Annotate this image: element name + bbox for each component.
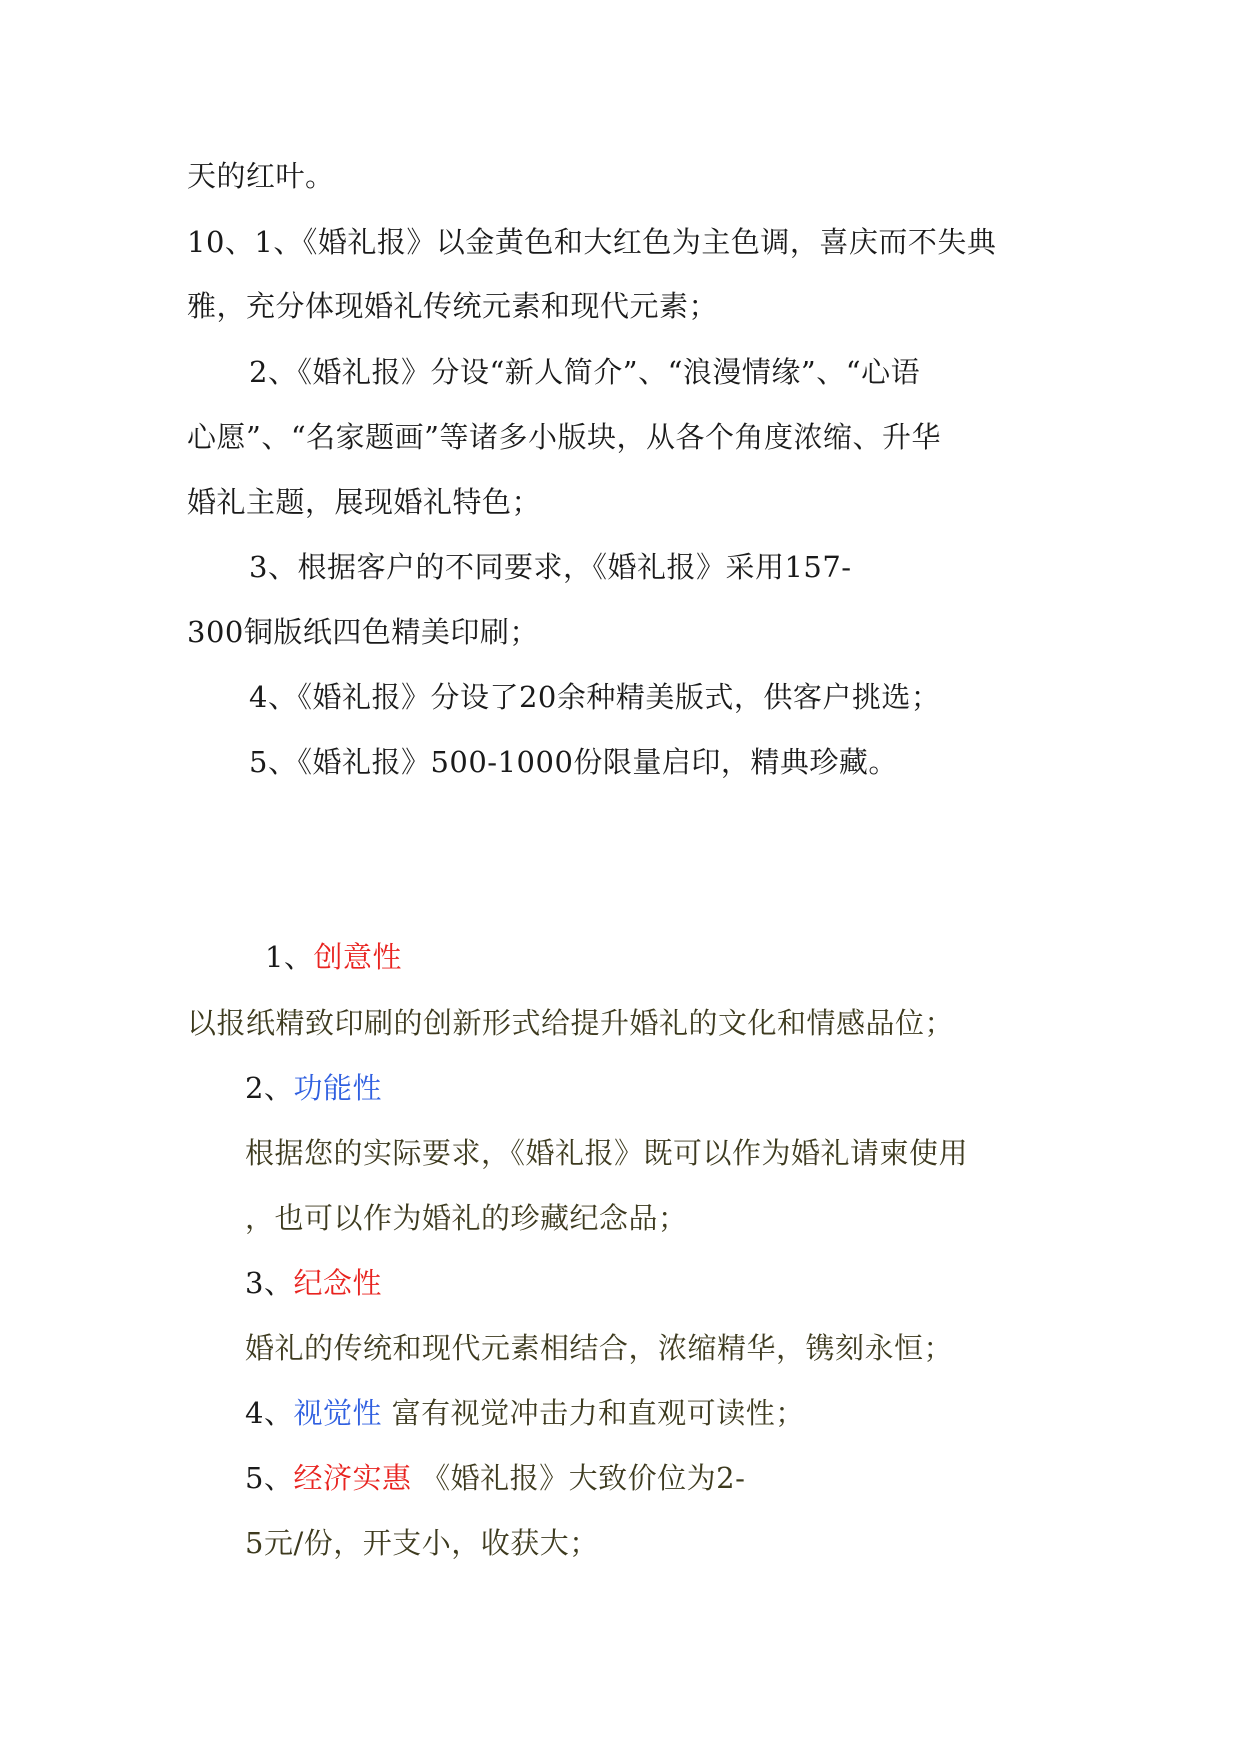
list-item-1-line-1: 10、1、《婚礼报》以金黄色和大红色为主色调，喜庆而不失典 — [187, 225, 997, 259]
feature-2-description-line-1: 根据您的实际要求，《婚礼报》既可以作为婚礼请柬使用 — [245, 1136, 969, 1170]
feature-4-description: 富有视觉冲击力和直观可读性； — [381, 1396, 805, 1430]
list-item-1-line-2: 雅，充分体现婚礼传统元素和现代元素； — [187, 289, 719, 323]
list-item-3-line-2: 300铜版纸四色精美印刷； — [187, 615, 539, 649]
feature-5-description-line-1: 《婚礼报》大致价位为2- — [411, 1461, 746, 1495]
feature-3-number: 3、 — [245, 1266, 294, 1300]
feature-3-description: 婚礼的传统和现代元素相结合，浓缩精华，镌刻永恒； — [245, 1331, 954, 1365]
feature-4-heading — [245, 1395, 805, 1431]
feature-3-title: 纪念性 — [293, 1266, 382, 1300]
feature-5-heading — [245, 1460, 745, 1496]
list-item-4: 4、《婚礼报》分设了20余种精美版式，供客户挑选； — [249, 680, 941, 714]
feature-4-number: 4、 — [245, 1396, 294, 1430]
feature-4-title: 视觉性 — [293, 1396, 382, 1430]
list-item-2-line-2: 心愿”、“名家题画”等诸多小版块，从各个角度浓缩、升华 — [187, 420, 941, 454]
list-item-2-line-3: 婚礼主题，展现婚礼特色； — [187, 485, 542, 519]
list-item-3-line-1: 3、根据客户的不同要求，《婚礼报》采用157- — [249, 550, 852, 584]
list-item-5: 5、《婚礼报》500-1000份限量启印，精典珍藏。 — [249, 745, 898, 779]
feature-2-number: 2、 — [245, 1071, 294, 1105]
feature-2-heading — [245, 1070, 382, 1106]
feature-5-description-line-2: 5元/份，开支小，收获大； — [245, 1526, 599, 1560]
feature-1-heading — [265, 939, 402, 975]
feature-1-description: 以报纸精致印刷的创新形式给提升婚礼的文化和情感品位； — [187, 1006, 955, 1040]
feature-5-number: 5、 — [245, 1461, 294, 1495]
feature-1-title: 创意性 — [313, 940, 402, 974]
feature-2-description-line-2: ，也可以作为婚礼的珍藏纪念品； — [245, 1201, 688, 1235]
paragraph-line: 天的红叶。 — [187, 159, 335, 193]
feature-2-title: 功能性 — [293, 1071, 382, 1105]
feature-1-number: 1、 — [265, 940, 314, 974]
feature-5-title: 经济实惠 — [293, 1461, 412, 1495]
list-item-2-line-1: 2、《婚礼报》分设“新人简介”、“浪漫情缘”、“心语 — [249, 355, 921, 389]
feature-3-heading — [245, 1265, 382, 1301]
